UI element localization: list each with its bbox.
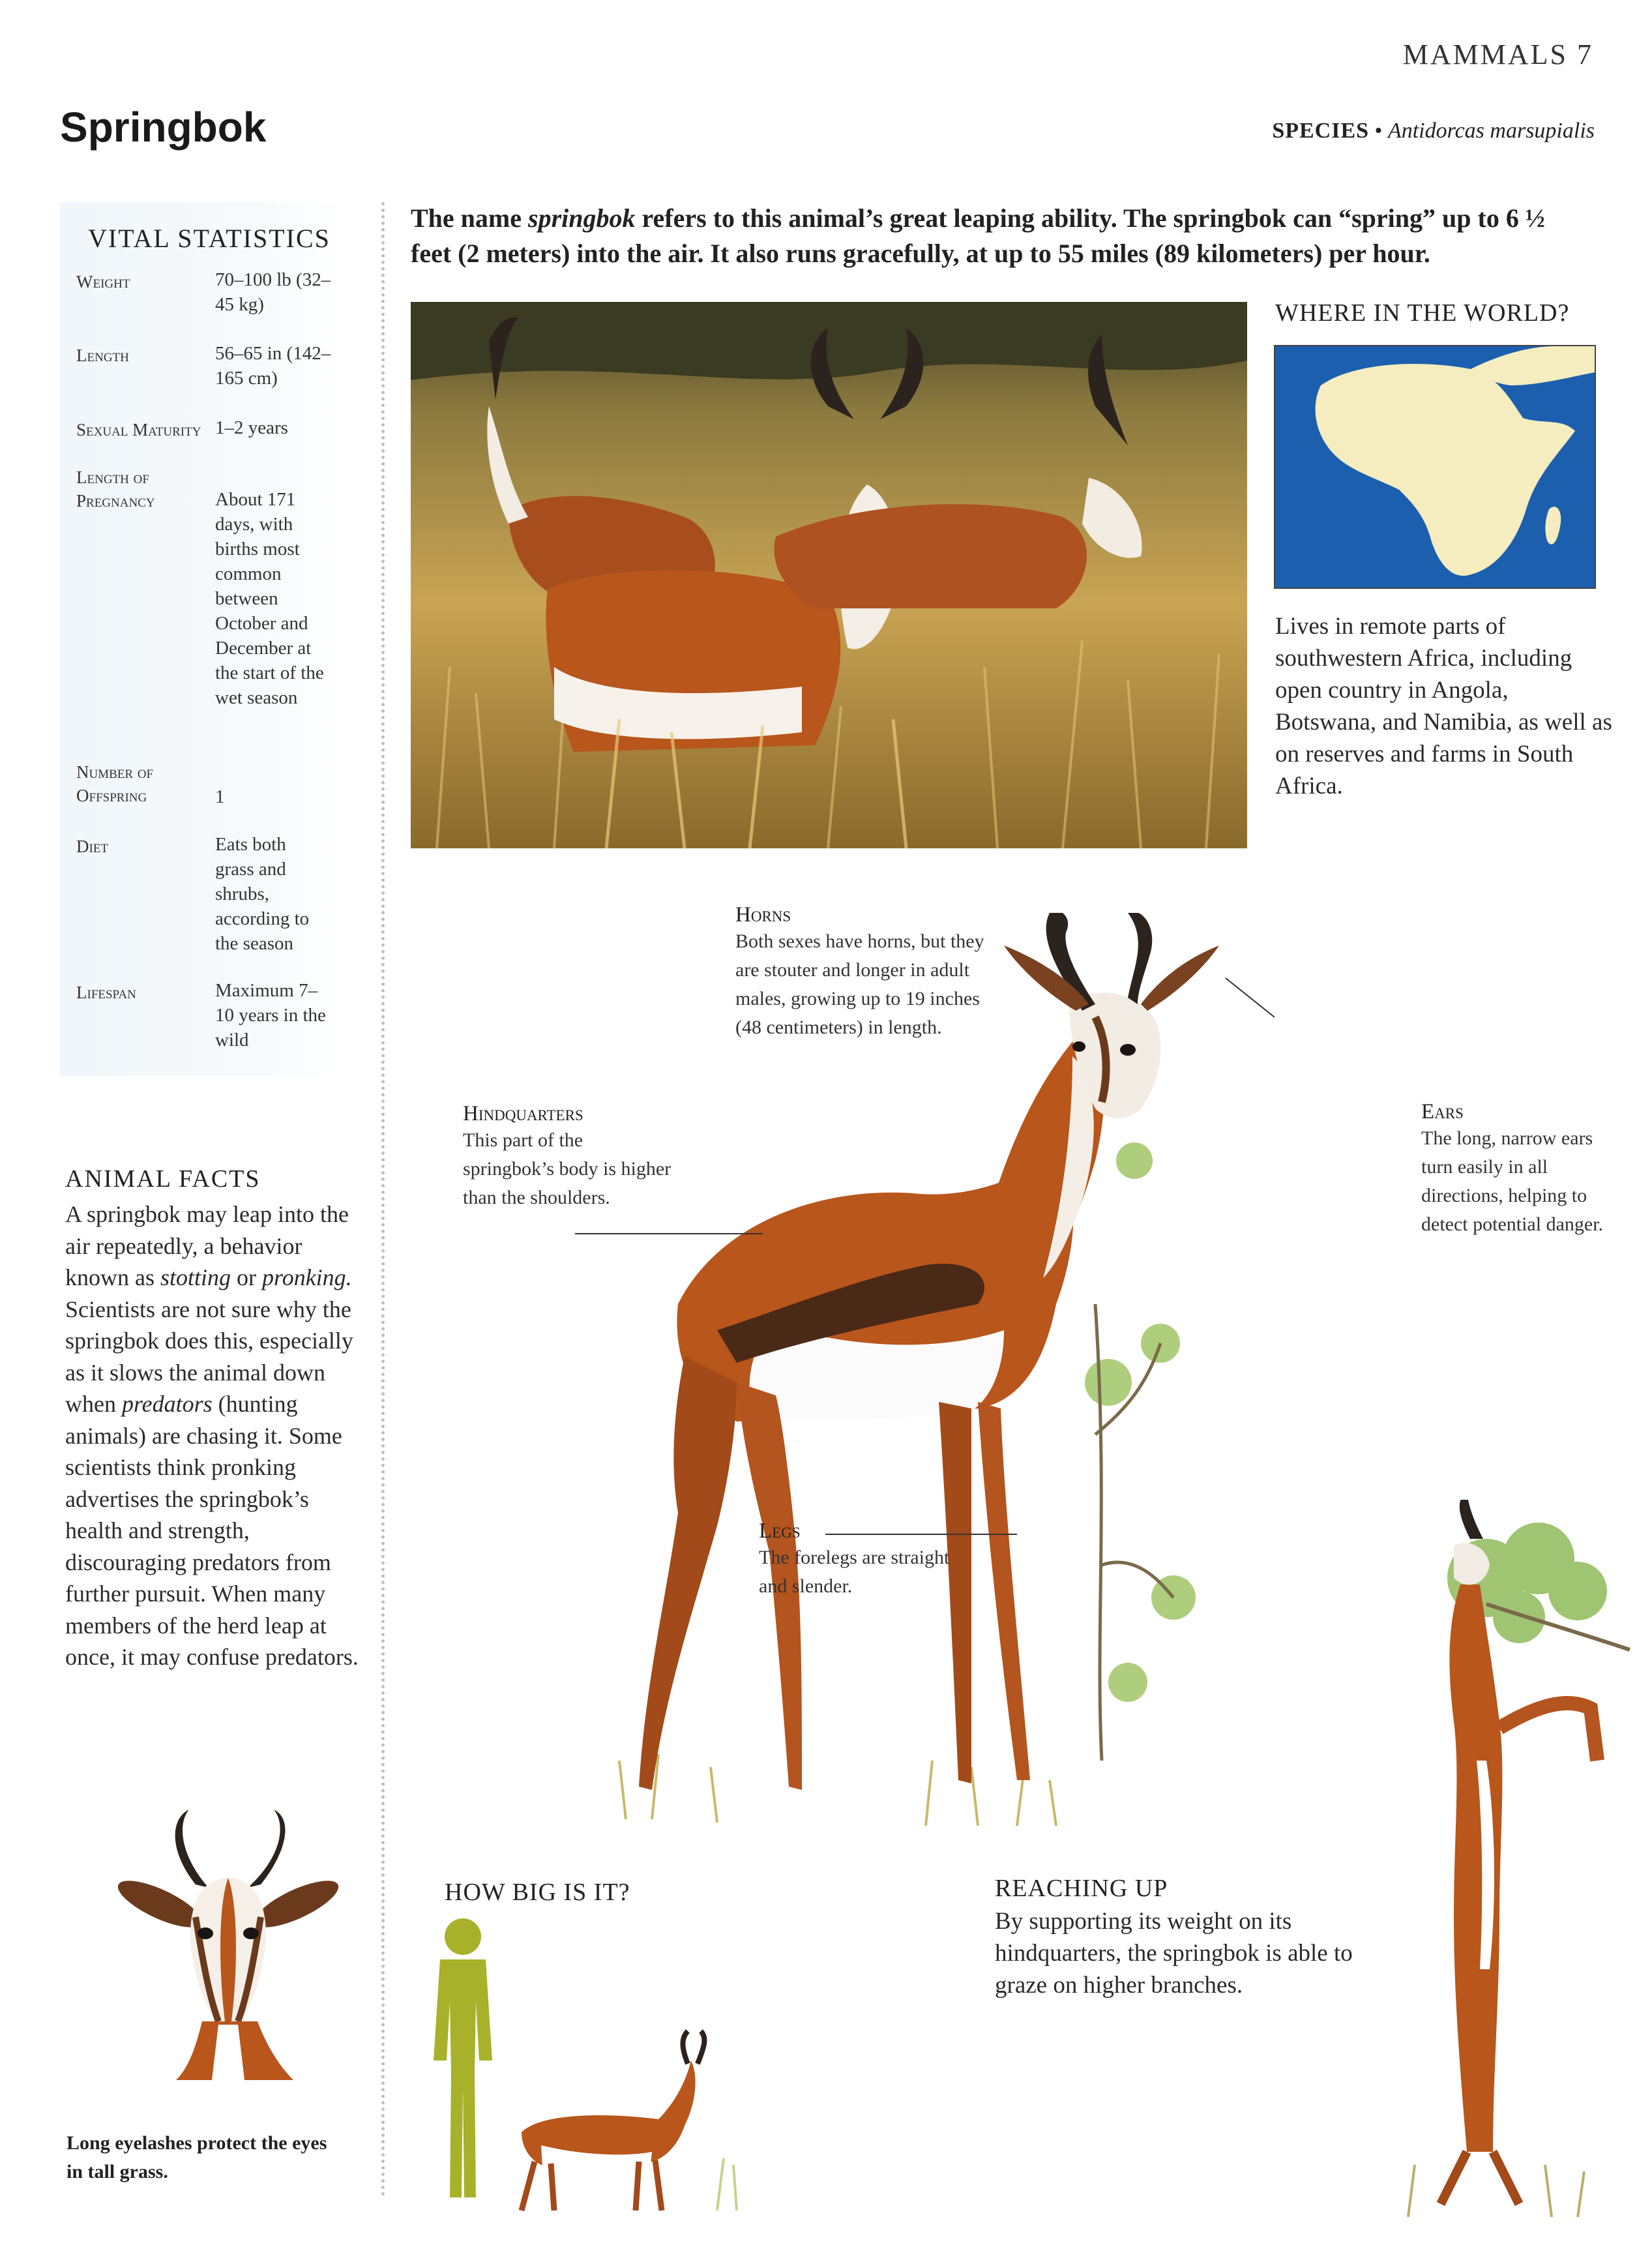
- africa-range-map: [1274, 345, 1596, 589]
- callout-ears: [1421, 1100, 1604, 1239]
- callout-horns: [735, 903, 1009, 1042]
- reaching-up-body: By supporting its weight on its hindquarters, the springbok is able to graze on higher branches.: [995, 1908, 1353, 1999]
- callout-hindquarters: [463, 1102, 678, 1212]
- size-comparison-illustration: [411, 1911, 750, 2217]
- animal-facts-body: A springbok may leap into the air repeatedly, a behavior known as stotting or pronking. Scientists are not sure why the springbok does this, especially as it slows the animal down when predators (hunting animals) are chasing it. Some scientists think pronking advertises the springbok’s health and strength, discouraging predators from further pursuit. When many members of the herd leap at once, it may confuse predators.: [65, 1201, 359, 1670]
- intro-paragraph: The name springbok refers to this animal’s great leaping ability. The springbok can “spring” up to 6 ½ feet (2 meters) into the air. It also runs gracefully, at up to 55 miles (89 kilometers) per hour.: [411, 203, 1545, 268]
- species-label: SPECIES: [1272, 119, 1370, 143]
- stat-label-length: Length: [76, 346, 129, 365]
- page-title: Springbok: [60, 104, 267, 151]
- stat-value-length: 56–65 in (142–165 cm): [215, 343, 331, 389]
- species-scientific-name: Antidorcas marsupialis: [1387, 119, 1595, 143]
- springbok-herd-photo: [411, 302, 1247, 848]
- head-illustration-caption: Long eyelashes protect the eyes in tall grass.: [66, 2132, 327, 2182]
- vital-statistics-title: VITAL STATISTICS: [88, 224, 331, 253]
- animal-facts-title: ANIMAL FACTS: [65, 1165, 261, 1193]
- section-name: MAMMALS: [1402, 38, 1568, 70]
- callout-hindquarters-title: Hindquarters: [463, 1102, 583, 1125]
- stat-label-lifespan: Lifespan: [76, 983, 136, 1002]
- stat-label-pregnancy: Length of Pregnancy: [76, 468, 155, 511]
- how-big-title: HOW BIG IS IT?: [445, 1879, 630, 1906]
- stat-label-offspring: Number of Offspring: [76, 762, 154, 805]
- stat-value-diet: Eats both grass and shrubs, according to the season: [215, 834, 310, 954]
- where-in-the-world-body: Lives in remote parts of southwestern Africa, including open country in Angola, Botswana, and Namibia, as well as on reserves and farms in South Africa.: [1275, 613, 1612, 799]
- callout-ears-title: Ears: [1421, 1100, 1464, 1124]
- callout-legs: [759, 1519, 974, 1601]
- stat-value-offspring: 1: [215, 786, 225, 807]
- stat-label-weight: Weight: [76, 272, 130, 291]
- stat-value-weight: 70–100 lb (32–45 kg): [215, 269, 331, 315]
- stat-value-sexual-maturity: 1–2 years: [215, 417, 288, 438]
- stat-label-sexual-maturity: Sexual Maturity: [76, 420, 201, 439]
- callout-hindquarters-body: This part of the springbok’s body is higher than the shoulders.: [463, 1129, 671, 1208]
- column-divider: [381, 202, 385, 2197]
- callout-horns-title: Horns: [735, 903, 791, 927]
- human-silhouette: [434, 1918, 492, 2197]
- stat-label-diet: Diet: [76, 837, 109, 856]
- species-line: SPECIES • Antidorcas marsupialis: [1272, 119, 1595, 143]
- stat-value-lifespan: Maximum 7–10 years in the wild: [215, 980, 326, 1050]
- stat-value-pregnancy: About 171 days, with births most common between October and December at the start of the wet season: [215, 489, 324, 708]
- callout-legs-body: The forelegs are straight and slender.: [759, 1547, 950, 1597]
- springbok-head-illustration: [98, 1806, 359, 2080]
- callout-ears-body: The long, narrow ears turn easily in all directions, helping to detect potential danger.: [1421, 1127, 1604, 1235]
- reaching-up-title: REACHING UP: [995, 1875, 1168, 1902]
- page-number: 7: [1577, 38, 1593, 70]
- springbok-silhouette: [522, 2031, 704, 2210]
- callout-horns-body: Both sexes have horns, but they are stouter and longer in adult males, growing up to 19 inches (48 centimeters) in length.: [735, 930, 984, 1038]
- section-header: [1403, 38, 1593, 71]
- springbok-reaching-up-illustration: [1356, 1500, 1643, 2217]
- where-in-the-world-title: WHERE IN THE WORLD?: [1275, 299, 1570, 327]
- callout-legs-title: Legs: [759, 1519, 801, 1543]
